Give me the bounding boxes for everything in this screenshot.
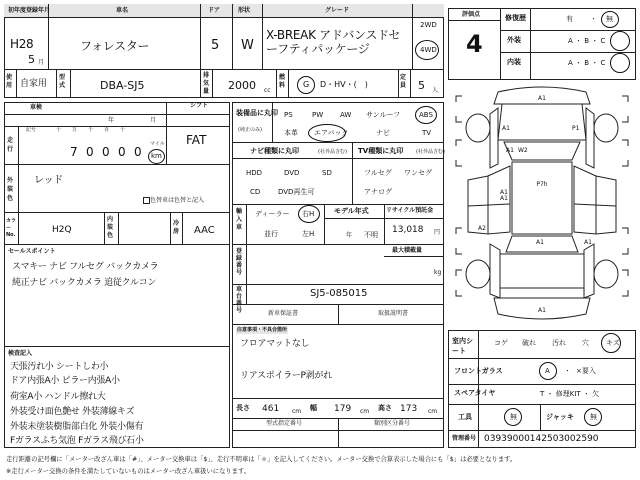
shape-value: W	[241, 38, 254, 53]
mark-windshield: W2	[518, 147, 528, 154]
tools-circle	[504, 408, 522, 426]
handle-right-circle	[298, 205, 320, 223]
tools-label: 工具	[458, 413, 472, 421]
door-value: 5	[211, 38, 219, 53]
spare-label: スペアタイヤ	[454, 389, 496, 397]
navi-label: ナビ種類に丸印	[250, 147, 299, 155]
mileage-symbol-label: 記号	[26, 127, 37, 133]
airbag-circle	[308, 124, 349, 142]
mark-rear-left: A2	[478, 225, 486, 232]
displacement-value: 2000	[228, 79, 256, 92]
mark-hood-left: A1	[502, 125, 510, 132]
mark-rear-bumper: A1	[538, 307, 546, 314]
windshield-a: A	[545, 367, 550, 375]
windshield-sep: ・	[564, 367, 571, 375]
seat-burn: コゲ	[494, 339, 508, 347]
inspection-label: 車検	[30, 104, 43, 111]
mark-rear-window: A1	[536, 239, 544, 246]
color-change-box	[143, 197, 150, 204]
mileage-digit-1: 0	[86, 145, 94, 159]
drive-4wd-circle	[415, 40, 439, 60]
fuel-value: G	[303, 80, 310, 89]
repair-no: 無	[606, 15, 613, 23]
mark-door-left-2: A1	[500, 195, 508, 202]
jack-value: 無	[590, 413, 597, 421]
navi-sd: SD	[322, 169, 332, 177]
interior-color-label: 内装色	[107, 216, 114, 239]
import-label: 輸入車	[236, 208, 243, 231]
equip-airbag: エアバック	[314, 129, 349, 137]
seat-hole: 穴	[582, 339, 589, 347]
equip-leather: 本革	[284, 129, 298, 137]
mileage-digit-label-0: 十	[56, 127, 62, 133]
sales-point-1: 純正ナビ バックカメラ 追従クルコン	[12, 278, 157, 288]
seat-label: 室内シート	[452, 337, 473, 355]
equip-aw: AW	[340, 111, 352, 119]
inspector-note-5: Fガラスふち気泡 Fガラス飛び石小	[10, 436, 144, 446]
exterior-c-circle	[610, 31, 630, 51]
score-label: 評価点	[462, 11, 481, 18]
month-unit: 月	[38, 59, 45, 66]
interior-grades: A ・ B ・ C	[568, 59, 606, 67]
inspector-note-1: ドア内張A小 ピラー内張A小	[10, 376, 120, 386]
mark-rear-right: A1	[584, 239, 592, 246]
use-value: 自家用	[20, 79, 48, 89]
manual-label: 取扱説明書	[378, 310, 409, 317]
repair-label: 修復歴	[505, 14, 526, 22]
height-label: 高さ	[378, 404, 392, 412]
recycle-value: 13,018	[392, 225, 424, 235]
recycle-unit: 円	[434, 229, 441, 236]
chassis-label: 車台番号	[236, 286, 243, 314]
interior-c-circle	[610, 53, 630, 73]
km-circle	[148, 149, 165, 164]
windshield-a-circle	[539, 362, 557, 380]
footer-line-2: ※走行メーター交換の条件を満たしていないものはメーター改ざん車扱いになります。	[6, 468, 251, 475]
equipment-sub: (純正のみ)	[238, 127, 262, 133]
tv-analog: アナログ	[364, 188, 392, 196]
navi-hdd: HDD	[246, 169, 263, 177]
import-parallel: 並行	[264, 230, 278, 238]
mileage-digit-2: 0	[102, 145, 110, 159]
km-label: km	[151, 152, 162, 160]
height-value: 173	[400, 404, 418, 414]
mark-front-bumper: A1	[538, 95, 546, 102]
mgmt-value: 03939000142503002590	[484, 434, 599, 444]
car-name-label: 車名	[116, 7, 129, 14]
use-label: 使用	[6, 74, 13, 89]
height-unit: cm	[428, 408, 438, 415]
navi-dvd-play: DVD再生可	[278, 188, 315, 196]
equip-navi: ナビ	[376, 129, 390, 137]
model-label: 型式	[59, 74, 66, 89]
exterior-color-value: レッド	[34, 175, 63, 186]
chassis-value: SJ5-085015	[310, 288, 368, 299]
equip-ps: PS	[284, 111, 293, 119]
sales-points-label: セールスポイント	[8, 248, 56, 255]
tv-sub: (社外品含む)	[416, 149, 445, 155]
capacity-value: 5	[418, 79, 425, 92]
mile-label: マイル	[150, 141, 165, 147]
windshield-replace: ×要入	[576, 367, 596, 375]
score-value: 4	[466, 30, 483, 58]
fuel-options: D・HV・( )	[320, 80, 368, 89]
caution-line-1: フロアマットなし	[240, 339, 310, 349]
color-no-value: H2Q	[52, 225, 72, 235]
mark-door-left: A1	[500, 189, 508, 196]
model-year-unit: 年	[346, 232, 353, 239]
repair-yes: 有	[566, 15, 573, 23]
navi-cd: CD	[250, 188, 261, 196]
mileage-label: 走行	[7, 137, 14, 153]
model-value: DBA-SJ5	[100, 79, 145, 92]
inspector-notes-label: 検査記入	[8, 350, 33, 357]
width-label: 幅	[310, 404, 317, 412]
caution-line-2: リアスポイラーP剥がれ	[240, 371, 332, 381]
shift-label: シフト	[190, 102, 209, 109]
model-year-label: モデル年式	[334, 207, 369, 215]
exterior-color-label: 外装色	[7, 177, 14, 202]
inspection-month-unit: 月	[150, 117, 157, 124]
color-change-note: 色替車は色替と記入	[150, 197, 205, 204]
equipment-label: 装備品に丸印	[236, 109, 278, 117]
grade-label: グレード	[325, 7, 350, 14]
fuel-label: 燃料	[279, 74, 286, 89]
first-reg-label: 初年度登録年月	[8, 7, 51, 14]
length-label: 長さ	[236, 404, 250, 412]
shape-label: 形状	[238, 7, 251, 14]
abs-circle	[415, 106, 437, 124]
exterior-grade-label: 外装	[507, 36, 521, 44]
header-label-bar	[4, 4, 444, 18]
width-unit: cm	[360, 408, 370, 415]
max-load-unit: kg	[434, 269, 442, 276]
color-no-label: カラーNo.	[6, 218, 17, 238]
navi-sub: (社外品含む)	[318, 149, 347, 155]
inspector-note-2: 荷室A小 ハンドル擦れ大	[10, 392, 106, 402]
seat-tear: 破れ	[522, 339, 536, 347]
repair-no-circle	[601, 11, 619, 28]
mileage-digit-3: 0	[118, 145, 126, 159]
seat-dirt: 汚れ	[552, 339, 566, 347]
shift-value: FAT	[186, 133, 207, 147]
mark-roof-front: P7h	[536, 181, 548, 188]
exterior-grades: A ・ B ・ C	[568, 37, 606, 45]
car-name: フォレスター	[80, 39, 150, 53]
tv-label: TV種類に丸印	[358, 147, 404, 155]
length-value: 461	[262, 404, 280, 414]
first-reg-era: H28	[10, 37, 34, 51]
caution-label: 注意事項・不具合箇所	[237, 327, 288, 333]
mileage-digit-label-3: 百	[104, 127, 110, 133]
mileage-digit-label-4: 十	[120, 127, 126, 133]
cc-unit: cc	[264, 87, 271, 94]
mark-fender: A1	[506, 147, 514, 154]
jack-circle	[584, 408, 602, 426]
aircon-value: AAC	[194, 225, 215, 236]
mileage-digit-label-1: 万	[72, 127, 78, 133]
mileage-digit-4: 0	[134, 145, 142, 159]
model-year-value: 不明	[364, 231, 378, 239]
equip-tv: TV	[422, 129, 432, 137]
handle-left: 左H	[302, 230, 315, 238]
tv-fullseg: フルセグ	[364, 169, 392, 177]
tv-oneseg: ワンセグ	[404, 169, 432, 177]
type-designation-label: 型式指定番号	[266, 420, 303, 427]
first-reg-month: 5	[28, 53, 35, 66]
reg-no-label: 登録番号	[236, 248, 243, 276]
seat-scratch: キズ	[606, 339, 620, 347]
inspector-note-3: 外装受け面色艶せ 外装薄線キズ	[10, 407, 135, 417]
handle-right: 右H	[302, 210, 315, 218]
tools-value: 無	[510, 413, 517, 421]
inspection-year-unit: 年	[108, 117, 115, 124]
category-label: 類別区分番号	[374, 420, 411, 427]
aircon-label: 冷房	[173, 220, 180, 235]
drive-2wd: 2WD	[420, 21, 437, 29]
door-label: ドア	[208, 7, 220, 14]
warranty-label: 新車保証書	[268, 310, 299, 317]
grade-value: X-BREAK アドバンスドセーフティパッケージ	[266, 28, 401, 56]
mark-hood-right: P1	[572, 125, 580, 132]
import-dealer: ディーラー	[255, 210, 290, 218]
equip-abs: ABS	[419, 111, 433, 119]
windshield-label: フロントガラス	[454, 367, 503, 375]
length-unit: cm	[292, 408, 302, 415]
width-value: 179	[334, 404, 352, 414]
car-diagram-svg	[448, 84, 636, 326]
max-load-label: 最大積載量	[392, 247, 423, 254]
fuel-circle	[297, 76, 315, 94]
spare-opts: T ・ 修理KIT ・ 欠	[540, 390, 600, 398]
navi-dvd: DVD	[284, 169, 300, 177]
equip-pw: PW	[312, 111, 324, 119]
inspector-note-4: 外装未塗装樹脂部白化 外装小傷有	[10, 422, 144, 432]
drive-4wd: 4WD	[420, 46, 437, 54]
equip-sunroof: サンルーフ	[366, 111, 401, 119]
interior-grade-label: 内装	[507, 58, 521, 66]
displacement-label: 排気量	[203, 72, 210, 95]
recycle-label: リサイクル預託金	[386, 207, 434, 214]
inspector-note-0: 天張汚れ小 シートしわ小	[10, 362, 109, 372]
capacity-unit: 人	[432, 87, 439, 94]
mileage-digit-0: 7	[70, 145, 78, 159]
seat-scratch-circle	[601, 333, 621, 353]
mgmt-label: 管理番号	[452, 435, 477, 442]
jack-label: ジャッキ	[546, 413, 574, 421]
sales-point-0: スマキー ナビ フルセグ バックカメラ	[12, 262, 159, 272]
footer-line-1: 走行距離の記号欄に「メーター改ざん車は「#」、メーター交換車は「$」、走行不明車は「＊」を記入してください。メーター交換で合算表示した場合にも「$」は必要となります。	[6, 456, 517, 463]
car-diagram	[448, 84, 636, 326]
mileage-digit-label-2: 千	[88, 127, 94, 133]
capacity-label: 定員	[400, 74, 407, 89]
